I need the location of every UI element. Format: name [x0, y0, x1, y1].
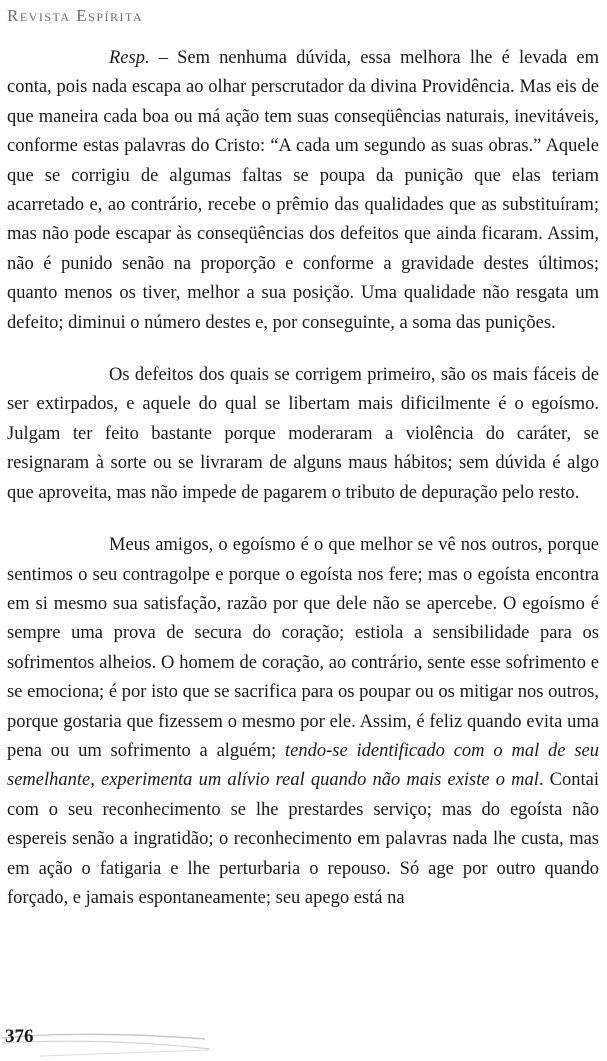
paragraph-3 — [7, 531, 599, 913]
paragraph-3-text-after: . Contai com o seu reconhecimento se lhe prestardes serviço; mas do egoísta não espereis senão a ingratidão; o reconhecimento em palavras nada lhe custa, mas em ação o fatigaria e lhe perturbaria o repouso. Só age por outro quando forçado, e jamais espontaneamente; seu apego está na — [7, 770, 599, 908]
paragraph-3-italic-phrase: tendo-se identificado com o mal de seu semelhante, experimenta um alívio real quando não mais existe o mal — [7, 740, 599, 791]
page-number: 376 — [5, 1026, 34, 1047]
paragraph-1-text: – Sem nenhuma dúvida, essa melhora lhe é levada em conta, pois nada escapa ao olhar perscrutador da divina Providência. Mas eis de que maneira cada boa ou má ação tem suas conseqüências naturais, inevitáveis, conforme estas palavras do Cristo: “A cada um segundo as suas obras.” Aquele que se corrigiu de algumas faltas se poupa da punição que elas teriam acarretado e, ao contrário, recebe o prêmio das qualidades que as substituíram; mas não pode escapar às conseqüências dos defeitos que ainda ficaram. Assim, não é punido senão na proporção e conforme a gravidade destes últimos; quanto menos os tiver, melhor a sua posição. Uma qualidade não resgata um defeito; diminui o número destes e, por conseguinte, a soma das punições. — [7, 48, 599, 333]
paragraph-3-text-before: Meus amigos, o egoísmo é o que melhor se vê nos outros, porque sentimos o seu contragolpe e porque o egoísta nos fere; mas o egoísta encontra em si mesmo sua satisfação, razão por que dele não se apercebe. O egoísmo é sempre uma prova de secura do coração; estiola a sensibilidade para os sofrimentos alheios. O homem de coração, ao contrário, sente esse sofrimento e se emociona; é por isto que se sacrifica para os poupar ou os mitigar nos outros, porque gostaria que fizessem o mesmo por ele. Assim, é feliz quando evita uma pena ou um sofrimento a alguém; — [7, 535, 599, 761]
page-footer — [0, 1020, 607, 1061]
resp-label: Resp. — [109, 48, 150, 68]
page-body — [7, 44, 599, 913]
footer-swoosh-ornament — [0, 1020, 607, 1061]
paragraph-1 — [7, 44, 599, 338]
paragraph-2 — [7, 361, 599, 508]
paragraph-2-text: Os defeitos dos quais se corrigem primeiro, são os mais fáceis de ser extirpados, e aquele do qual se libertam mais dificilmente é o egoísmo. Julgam ter feito bastante porque moderaram a violência do caráter, se resignaram à sorte ou se livraram de alguns maus hábitos; sem dúvida é algo que aproveita, mas não impede de pagarem o tributo de depuração pelo resto. — [7, 365, 599, 503]
running-head: Revista Espírita — [7, 6, 144, 25]
